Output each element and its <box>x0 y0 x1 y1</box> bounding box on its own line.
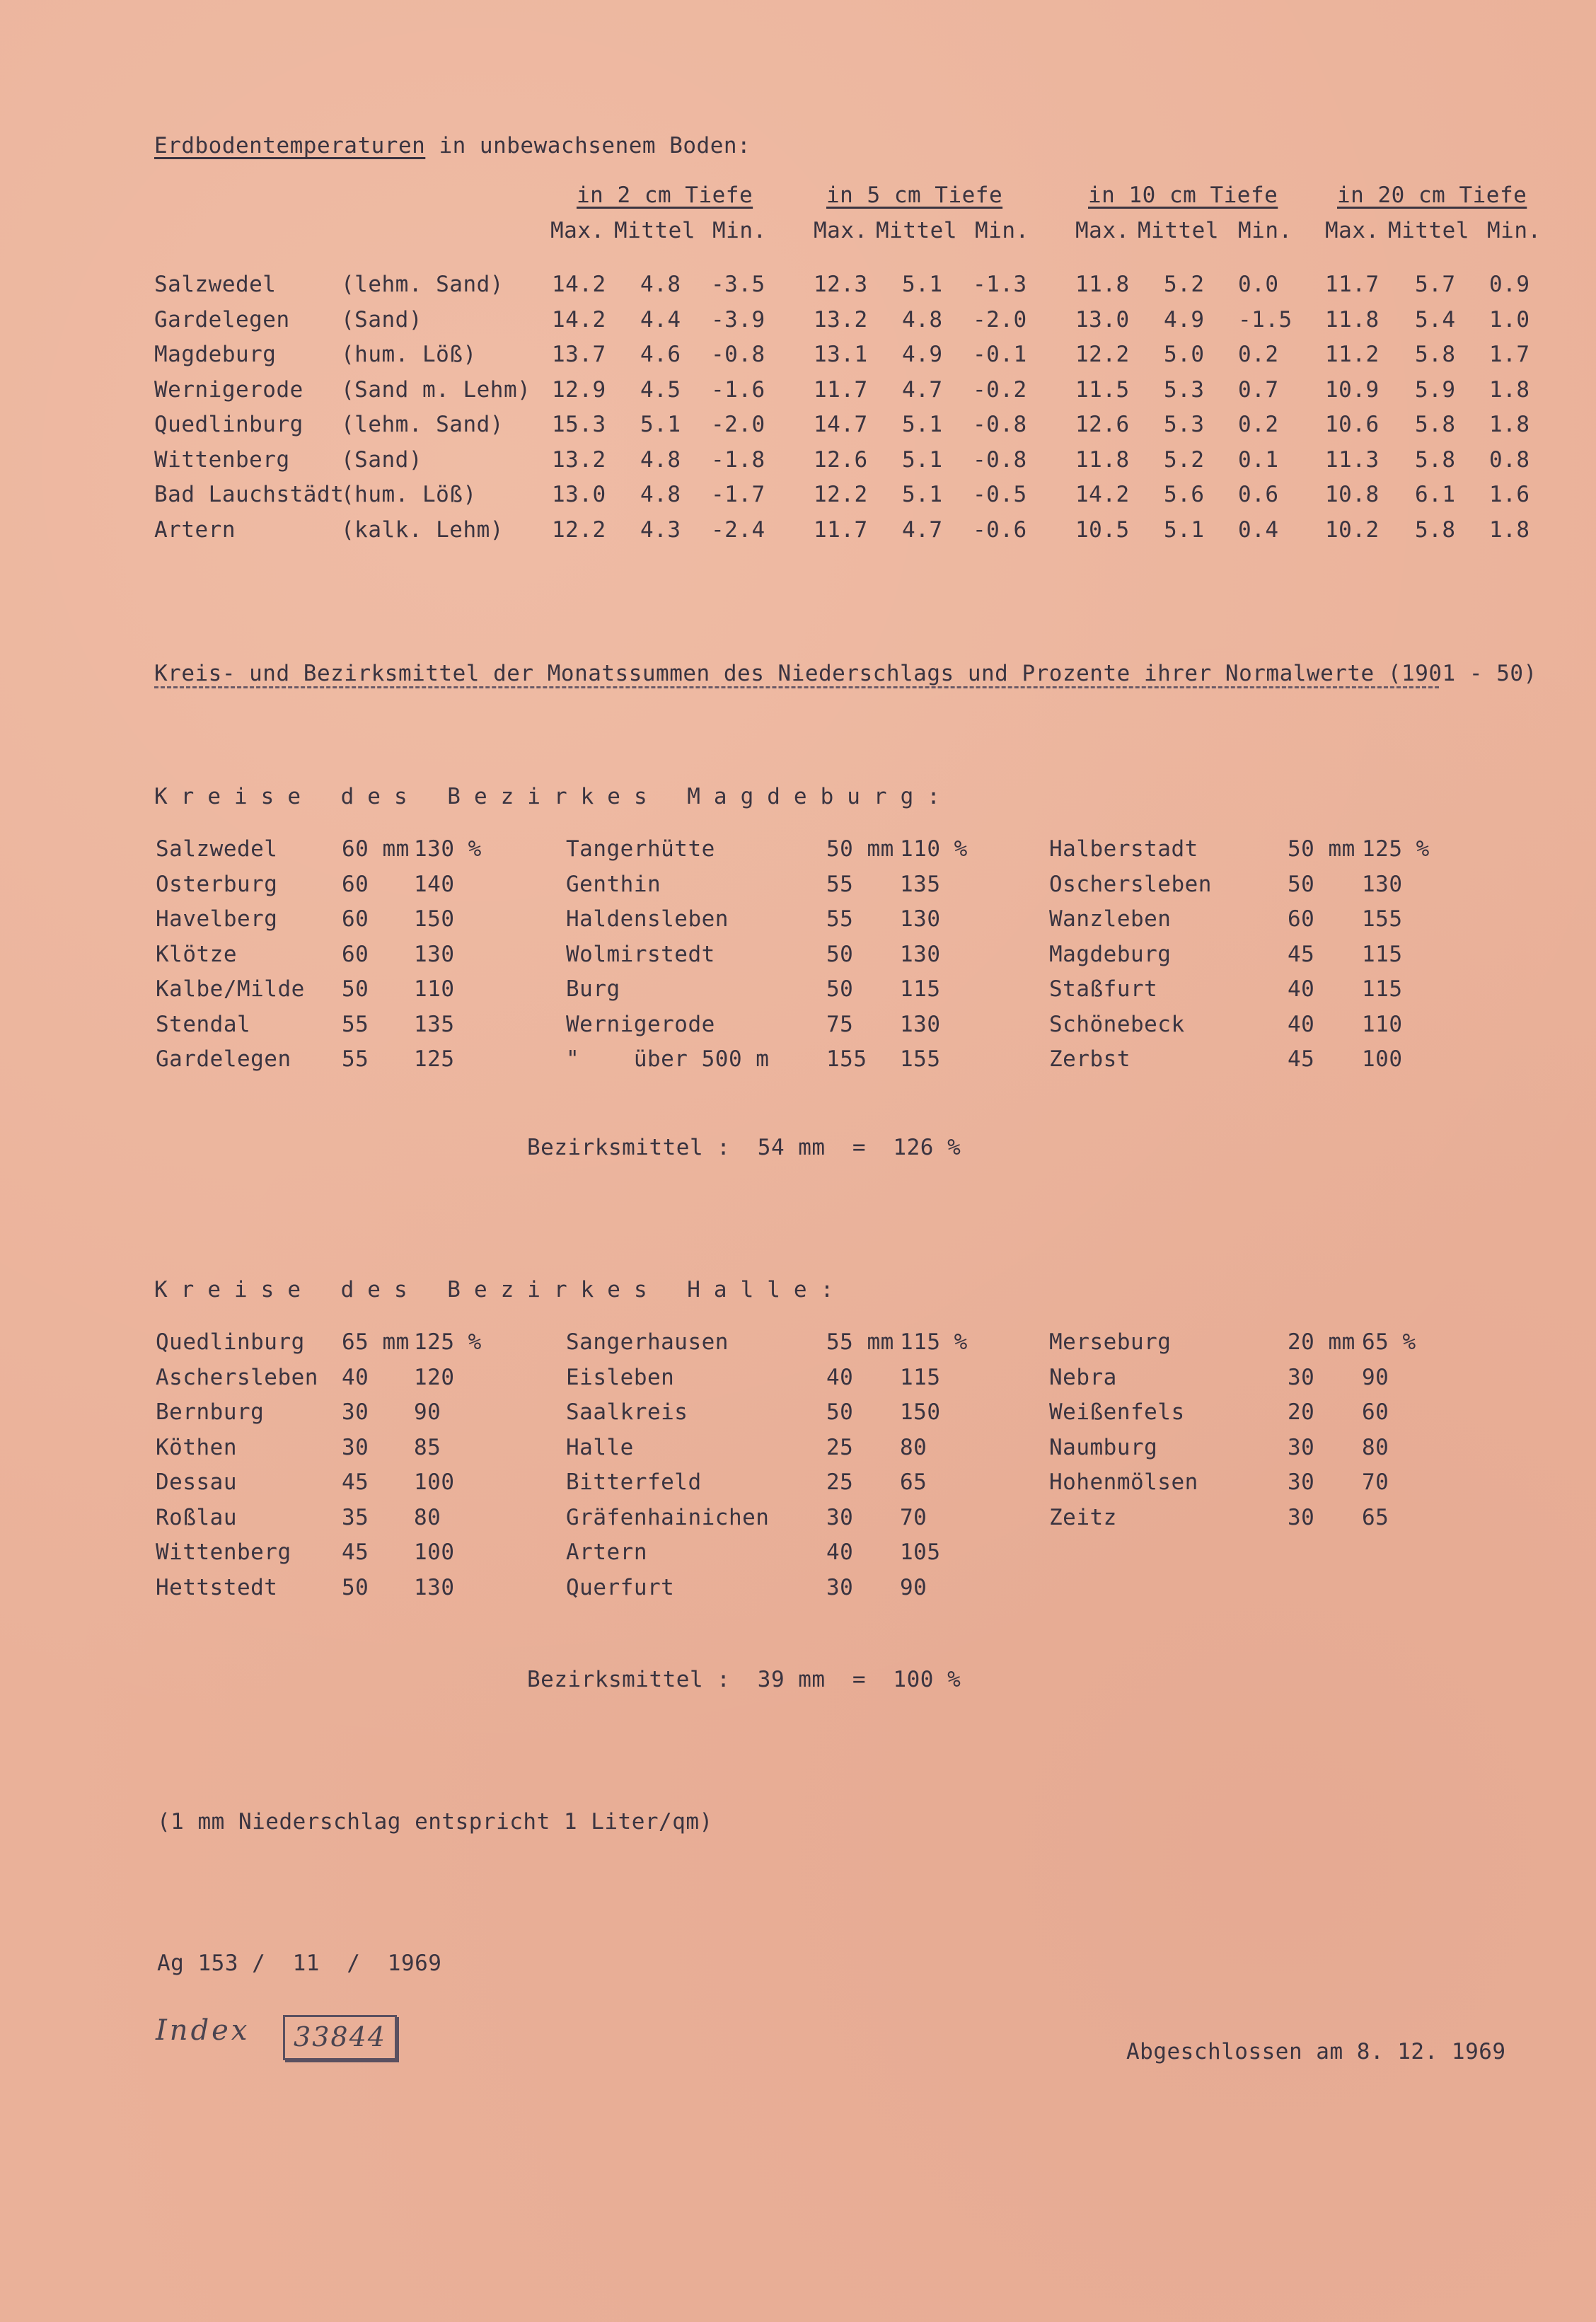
station-name: Salzwedel <box>154 272 277 297</box>
temperature-value: 5.8 <box>1415 412 1456 437</box>
district-name: Havelberg <box>156 906 278 932</box>
temperature-value: 5.0 <box>1164 342 1205 367</box>
temperature-value: -0.8 <box>973 412 1027 437</box>
precip-percent: 130 <box>900 906 941 932</box>
precip-mm: 25 <box>826 1435 854 1460</box>
precip-percent: 90 <box>900 1575 927 1600</box>
temperature-value: 14.7 <box>814 412 868 437</box>
station-name: Gardelegen <box>154 307 290 333</box>
temperature-value: 13.2 <box>814 307 868 333</box>
district-name: Stendal <box>156 1012 251 1037</box>
temperature-value: 4.9 <box>1164 307 1205 333</box>
soil-type: (Sand m. Lehm) <box>341 377 531 403</box>
precip-percent: 140 <box>414 872 455 897</box>
precip-percent: 105 <box>900 1540 941 1565</box>
precip-mm: 25 <box>826 1469 854 1495</box>
temperature-value: -2.4 <box>711 517 765 543</box>
temperature-value: 5.3 <box>1164 412 1205 437</box>
district-name: Burg <box>566 976 620 1002</box>
depth-header: in 2 cm Tiefe <box>577 183 753 208</box>
district-name: Quedlinburg <box>156 1329 305 1355</box>
district-name: Zeitz <box>1049 1505 1117 1530</box>
temperature-value: 11.5 <box>1075 377 1130 403</box>
soil-heading <box>154 132 751 160</box>
district-name: Eisleben <box>566 1365 675 1390</box>
temperature-value: 4.8 <box>640 447 681 473</box>
district-name: Naumburg <box>1049 1435 1158 1460</box>
temperature-value: 11.8 <box>1075 272 1130 297</box>
magdeburg-mean: Bezirksmittel : 54 mm = 126 % <box>527 1135 961 1160</box>
temperature-value: 4.7 <box>902 517 943 543</box>
district-name: Klötze <box>156 942 237 967</box>
temperature-value: 4.8 <box>640 482 681 507</box>
temperature-value: 10.9 <box>1325 377 1380 403</box>
temperature-value: 0.4 <box>1238 517 1279 543</box>
precip-mm: 50 mm <box>1288 836 1355 862</box>
temperature-value: 12.3 <box>814 272 868 297</box>
temperature-value: 5.9 <box>1415 377 1456 403</box>
temperature-value: 5.6 <box>1164 482 1205 507</box>
district-name: Wernigerode <box>566 1012 715 1037</box>
precip-mm: 50 <box>826 942 854 967</box>
subheader: Mittel <box>614 218 695 243</box>
precip-percent: 70 <box>900 1505 927 1530</box>
subheader: Mittel <box>876 218 957 243</box>
district-name: Weißenfels <box>1049 1399 1185 1425</box>
precip-mm: 45 <box>1288 942 1315 967</box>
temperature-value: 10.2 <box>1325 517 1380 543</box>
temperature-value: 11.7 <box>814 377 868 403</box>
temperature-value: 0.7 <box>1238 377 1279 403</box>
precip-mm: 50 <box>826 1399 854 1425</box>
temperature-value: 11.8 <box>1325 307 1380 333</box>
temperature-value: 1.8 <box>1489 377 1530 403</box>
precip-mm: 55 <box>826 872 854 897</box>
district-name: Aschersleben <box>156 1365 318 1390</box>
precip-mm: 45 <box>342 1469 369 1495</box>
district-name: Dessau <box>156 1469 237 1495</box>
precip-mm: 50 <box>1288 872 1315 897</box>
depth-header: in 5 cm Tiefe <box>826 183 1003 208</box>
precip-percent: 110 % <box>900 836 968 862</box>
index-stamp: 33844 <box>283 2015 397 2060</box>
temperature-value: 12.2 <box>552 517 606 543</box>
precip-percent: 100 <box>1362 1046 1403 1072</box>
precip-mm: 40 <box>1288 1012 1315 1037</box>
temperature-value: 13.1 <box>814 342 868 367</box>
precip-percent: 135 <box>414 1012 455 1037</box>
precip-percent: 115 <box>900 1365 941 1390</box>
temperature-value: 13.2 <box>552 447 606 473</box>
depth-header: in 20 cm Tiefe <box>1337 183 1527 208</box>
district-name: Salzwedel <box>156 836 278 862</box>
temperature-value: 5.4 <box>1415 307 1456 333</box>
subheader: Min. <box>1238 218 1293 243</box>
precip-percent: 80 <box>1362 1435 1389 1460</box>
temperature-value: 11.2 <box>1325 342 1380 367</box>
temperature-value: 5.1 <box>902 447 943 473</box>
precip-percent: 115 <box>900 976 941 1002</box>
precip-mm: 60 <box>1288 906 1315 932</box>
temperature-value: 12.6 <box>814 447 868 473</box>
temperature-value: 1.6 <box>1489 482 1530 507</box>
district-name: Schönebeck <box>1049 1012 1185 1037</box>
soil-type: (Sand) <box>341 447 422 473</box>
precip-percent: 150 <box>414 906 455 932</box>
district-name: Tangerhütte <box>566 836 715 862</box>
precip-mm: 30 <box>1288 1365 1315 1390</box>
precip-mm: 40 <box>1288 976 1315 1002</box>
soil-type: (hum. Löß) <box>341 482 477 507</box>
temperature-value: 0.6 <box>1238 482 1279 507</box>
reference-number: Ag 153 / 11 / 1969 <box>157 1951 442 1976</box>
district-name: Saalkreis <box>566 1399 688 1425</box>
district-name: Gardelegen <box>156 1046 291 1072</box>
precip-mm: 45 <box>342 1540 369 1565</box>
precip-mm: 50 <box>342 1575 369 1600</box>
magdeburg-heading: Kreise des Bezirkes Magdeburg: <box>154 784 954 809</box>
precip-percent: 100 <box>414 1540 455 1565</box>
precip-percent: 130 <box>414 1575 455 1600</box>
district-name: Köthen <box>156 1435 237 1460</box>
halle-heading: Kreise des Bezirkes Halle: <box>154 1277 848 1302</box>
district-name: Magdeburg <box>1049 942 1172 967</box>
precip-percent: 65 <box>900 1469 927 1495</box>
district-name: Staßfurt <box>1049 976 1158 1002</box>
precip-mm: 55 mm <box>826 1329 894 1355</box>
district-name: Oschersleben <box>1049 872 1212 897</box>
temperature-value: 5.8 <box>1415 342 1456 367</box>
subheader: Min. <box>1487 218 1542 243</box>
temperature-value: 10.6 <box>1325 412 1380 437</box>
temperature-value: -0.8 <box>711 342 765 367</box>
station-name: Quedlinburg <box>154 412 303 437</box>
temperature-value: 13.0 <box>552 482 606 507</box>
precip-mm: 50 <box>342 976 369 1002</box>
temperature-value: 0.1 <box>1238 447 1279 473</box>
depth-header: in 10 cm Tiefe <box>1088 183 1278 208</box>
soil-type: (kalk. Lehm) <box>341 517 504 543</box>
temperature-value: 1.0 <box>1489 307 1530 333</box>
precip-mm: 55 <box>342 1046 369 1072</box>
district-name: Gräfenhainichen <box>566 1505 770 1530</box>
temperature-value: 14.2 <box>552 272 606 297</box>
district-name: Hettstedt <box>156 1575 278 1600</box>
subheader: Max. <box>1325 218 1380 243</box>
temperature-value: -0.8 <box>973 447 1027 473</box>
temperature-value: 13.7 <box>552 342 606 367</box>
district-name: Bernburg <box>156 1399 265 1425</box>
district-name: Wittenberg <box>156 1540 291 1565</box>
precip-percent: 130 <box>414 942 455 967</box>
temperature-value: 4.7 <box>902 377 943 403</box>
temperature-value: 12.2 <box>1075 342 1130 367</box>
district-name: " über 500 m <box>566 1046 770 1072</box>
precip-mm: 40 <box>342 1365 369 1390</box>
precip-percent: 110 <box>1362 1012 1403 1037</box>
soil-type: (lehm. Sand) <box>341 272 504 297</box>
district-name: Halberstadt <box>1049 836 1198 862</box>
precip-mm: 30 <box>826 1575 854 1600</box>
precip-percent: 90 <box>414 1399 441 1425</box>
district-name: Querfurt <box>566 1575 675 1600</box>
temperature-value: 0.8 <box>1489 447 1530 473</box>
precip-mm: 40 <box>826 1365 854 1390</box>
temperature-value: -0.1 <box>973 342 1027 367</box>
station-name: Wittenberg <box>154 447 290 473</box>
temperature-value: 0.0 <box>1238 272 1279 297</box>
precip-mm: 35 <box>342 1505 369 1530</box>
precip-mm: 65 mm <box>342 1329 410 1355</box>
district-name: Hohenmölsen <box>1049 1469 1198 1495</box>
precip-mm: 30 <box>1288 1505 1315 1530</box>
subheader: Mittel <box>1388 218 1469 243</box>
subheader: Min. <box>712 218 767 243</box>
footnote: (1 mm Niederschlag entspricht 1 Liter/qm) <box>157 1809 713 1835</box>
temperature-value: 5.3 <box>1164 377 1205 403</box>
temperature-value: 6.1 <box>1415 482 1456 507</box>
station-name: Magdeburg <box>154 342 277 367</box>
precip-percent: 60 <box>1362 1399 1389 1425</box>
temperature-value: 0.2 <box>1238 342 1279 367</box>
precip-percent: 85 <box>414 1435 441 1460</box>
temperature-value: -1.3 <box>973 272 1027 297</box>
district-name: Zerbst <box>1049 1046 1130 1072</box>
precip-percent: 115 <box>1362 942 1403 967</box>
temperature-value: 4.5 <box>640 377 681 403</box>
district-name: Osterburg <box>156 872 278 897</box>
soil-title-rest: in unbewachsenem Boden: <box>425 133 751 158</box>
temperature-value: -3.9 <box>711 307 765 333</box>
temperature-value: 4.4 <box>640 307 681 333</box>
precip-mm: 30 <box>342 1399 369 1425</box>
precip-percent: 150 <box>900 1399 941 1425</box>
district-name: Genthin <box>566 872 661 897</box>
dashed-underline <box>154 686 1439 688</box>
precip-mm: 30 <box>1288 1469 1315 1495</box>
soil-title: Erdbodentemperaturen <box>154 133 426 158</box>
precip-mm: 60 <box>342 942 369 967</box>
temperature-value: -1.6 <box>711 377 765 403</box>
temperature-value: 4.9 <box>902 342 943 367</box>
precip-percent: 120 <box>414 1365 455 1390</box>
precip-percent: 130 % <box>414 836 482 862</box>
temperature-value: 0.2 <box>1238 412 1279 437</box>
district-name: Haldensleben <box>566 906 729 932</box>
temperature-value: -1.5 <box>1238 307 1293 333</box>
precip-mm: 155 <box>826 1046 867 1072</box>
precip-percent: 115 <box>1362 976 1403 1002</box>
temperature-value: 11.8 <box>1075 447 1130 473</box>
temperature-value: 11.7 <box>1325 272 1380 297</box>
halle-mean: Bezirksmittel : 39 mm = 100 % <box>527 1667 961 1692</box>
temperature-value: 5.1 <box>902 412 943 437</box>
temperature-value: -0.2 <box>973 377 1027 403</box>
precip-percent: 65 <box>1362 1505 1389 1530</box>
subheader: Min. <box>975 218 1029 243</box>
temperature-value: 1.8 <box>1489 412 1530 437</box>
temperature-value: 5.7 <box>1415 272 1456 297</box>
district-name: Sangerhausen <box>566 1329 729 1355</box>
district-name: Halle <box>566 1435 634 1460</box>
district-name: Kalbe/Milde <box>156 976 305 1002</box>
district-name: Wolmirstedt <box>566 942 715 967</box>
precip-percent: 125 % <box>1362 836 1430 862</box>
temperature-value: 1.7 <box>1489 342 1530 367</box>
precip-percent: 155 <box>900 1046 941 1072</box>
station-name: Artern <box>154 517 236 543</box>
temperature-value: 5.2 <box>1164 272 1205 297</box>
temperature-value: 5.2 <box>1164 447 1205 473</box>
precip-percent: 130 <box>1362 872 1403 897</box>
precip-percent: 135 <box>900 872 941 897</box>
precip-percent: 80 <box>414 1505 441 1530</box>
temperature-value: 12.2 <box>814 482 868 507</box>
temperature-value: 10.5 <box>1075 517 1130 543</box>
precip-percent: 130 <box>900 1012 941 1037</box>
temperature-value: -0.6 <box>973 517 1027 543</box>
soil-type: (Sand) <box>341 307 422 333</box>
temperature-value: 12.6 <box>1075 412 1130 437</box>
precip-percent: 70 <box>1362 1469 1389 1495</box>
temperature-value: 13.0 <box>1075 307 1130 333</box>
precip-mm: 30 <box>342 1435 369 1460</box>
index-label: Index <box>156 2014 250 2047</box>
temperature-value: 4.3 <box>640 517 681 543</box>
precip-percent: 155 <box>1362 906 1403 932</box>
precipitation-heading: Kreis- und Bezirksmittel der Monatssummen des Niederschlags und Prozente ihrer Normalwerte (1901 - 50) <box>154 661 1537 686</box>
precip-percent: 125 <box>414 1046 455 1072</box>
temperature-value: 5.1 <box>902 482 943 507</box>
precip-percent: 125 % <box>414 1329 482 1355</box>
precip-mm: 60 <box>342 906 369 932</box>
station-name: Wernigerode <box>154 377 303 403</box>
temperature-value: 1.8 <box>1489 517 1530 543</box>
temperature-value: -1.8 <box>711 447 765 473</box>
temperature-value: -1.7 <box>711 482 765 507</box>
subheader: Max. <box>814 218 868 243</box>
precip-mm: 45 <box>1288 1046 1315 1072</box>
precip-mm: 60 mm <box>342 836 410 862</box>
temperature-value: 15.3 <box>552 412 606 437</box>
soil-type: (hum. Löß) <box>341 342 477 367</box>
district-name: Artern <box>566 1540 647 1565</box>
temperature-value: 10.8 <box>1325 482 1380 507</box>
temperature-value: 4.6 <box>640 342 681 367</box>
precip-percent: 90 <box>1362 1365 1389 1390</box>
precip-percent: 80 <box>900 1435 927 1460</box>
precip-mm: 50 <box>826 976 854 1002</box>
precip-mm: 55 <box>826 906 854 932</box>
precip-percent: 130 <box>900 942 941 967</box>
precip-percent: 100 <box>414 1469 455 1495</box>
temperature-value: 11.7 <box>814 517 868 543</box>
temperature-value: 5.8 <box>1415 447 1456 473</box>
precip-percent: 110 <box>414 976 455 1002</box>
precip-mm: 55 <box>342 1012 369 1037</box>
precip-percent: 65 % <box>1362 1329 1416 1355</box>
district-name: Nebra <box>1049 1365 1117 1390</box>
temperature-value: -2.0 <box>711 412 765 437</box>
temperature-value: 0.9 <box>1489 272 1530 297</box>
temperature-value: 11.3 <box>1325 447 1380 473</box>
subheader: Max. <box>550 218 605 243</box>
temperature-value: 4.8 <box>640 272 681 297</box>
subheader: Mittel <box>1138 218 1219 243</box>
temperature-value: 5.1 <box>1164 517 1205 543</box>
temperature-value: 4.8 <box>902 307 943 333</box>
precip-mm: 40 <box>826 1540 854 1565</box>
temperature-value: 5.1 <box>640 412 681 437</box>
temperature-value: 14.2 <box>1075 482 1130 507</box>
precip-mm: 60 <box>342 872 369 897</box>
precip-mm: 30 <box>826 1505 854 1530</box>
precip-mm: 20 mm <box>1288 1329 1355 1355</box>
precip-mm: 75 <box>826 1012 854 1037</box>
district-name: Wanzleben <box>1049 906 1172 932</box>
closing-date: Abgeschlossen am 8. 12. 1969 <box>1126 2039 1506 2064</box>
precip-mm: 50 mm <box>826 836 894 862</box>
temperature-value: 5.1 <box>902 272 943 297</box>
station-name: Bad Lauchstädt <box>154 482 345 507</box>
temperature-value: -0.5 <box>973 482 1027 507</box>
temperature-value: 12.9 <box>552 377 606 403</box>
subheader: Max. <box>1075 218 1130 243</box>
temperature-value: -3.5 <box>711 272 765 297</box>
temperature-value: 5.8 <box>1415 517 1456 543</box>
precip-percent: 115 % <box>900 1329 968 1355</box>
precip-mm: 20 <box>1288 1399 1315 1425</box>
district-name: Roßlau <box>156 1505 237 1530</box>
district-name: Merseburg <box>1049 1329 1172 1355</box>
precip-mm: 30 <box>1288 1435 1315 1460</box>
temperature-value: 14.2 <box>552 307 606 333</box>
district-name: Bitterfeld <box>566 1469 702 1495</box>
temperature-value: -2.0 <box>973 307 1027 333</box>
soil-type: (lehm. Sand) <box>341 412 504 437</box>
